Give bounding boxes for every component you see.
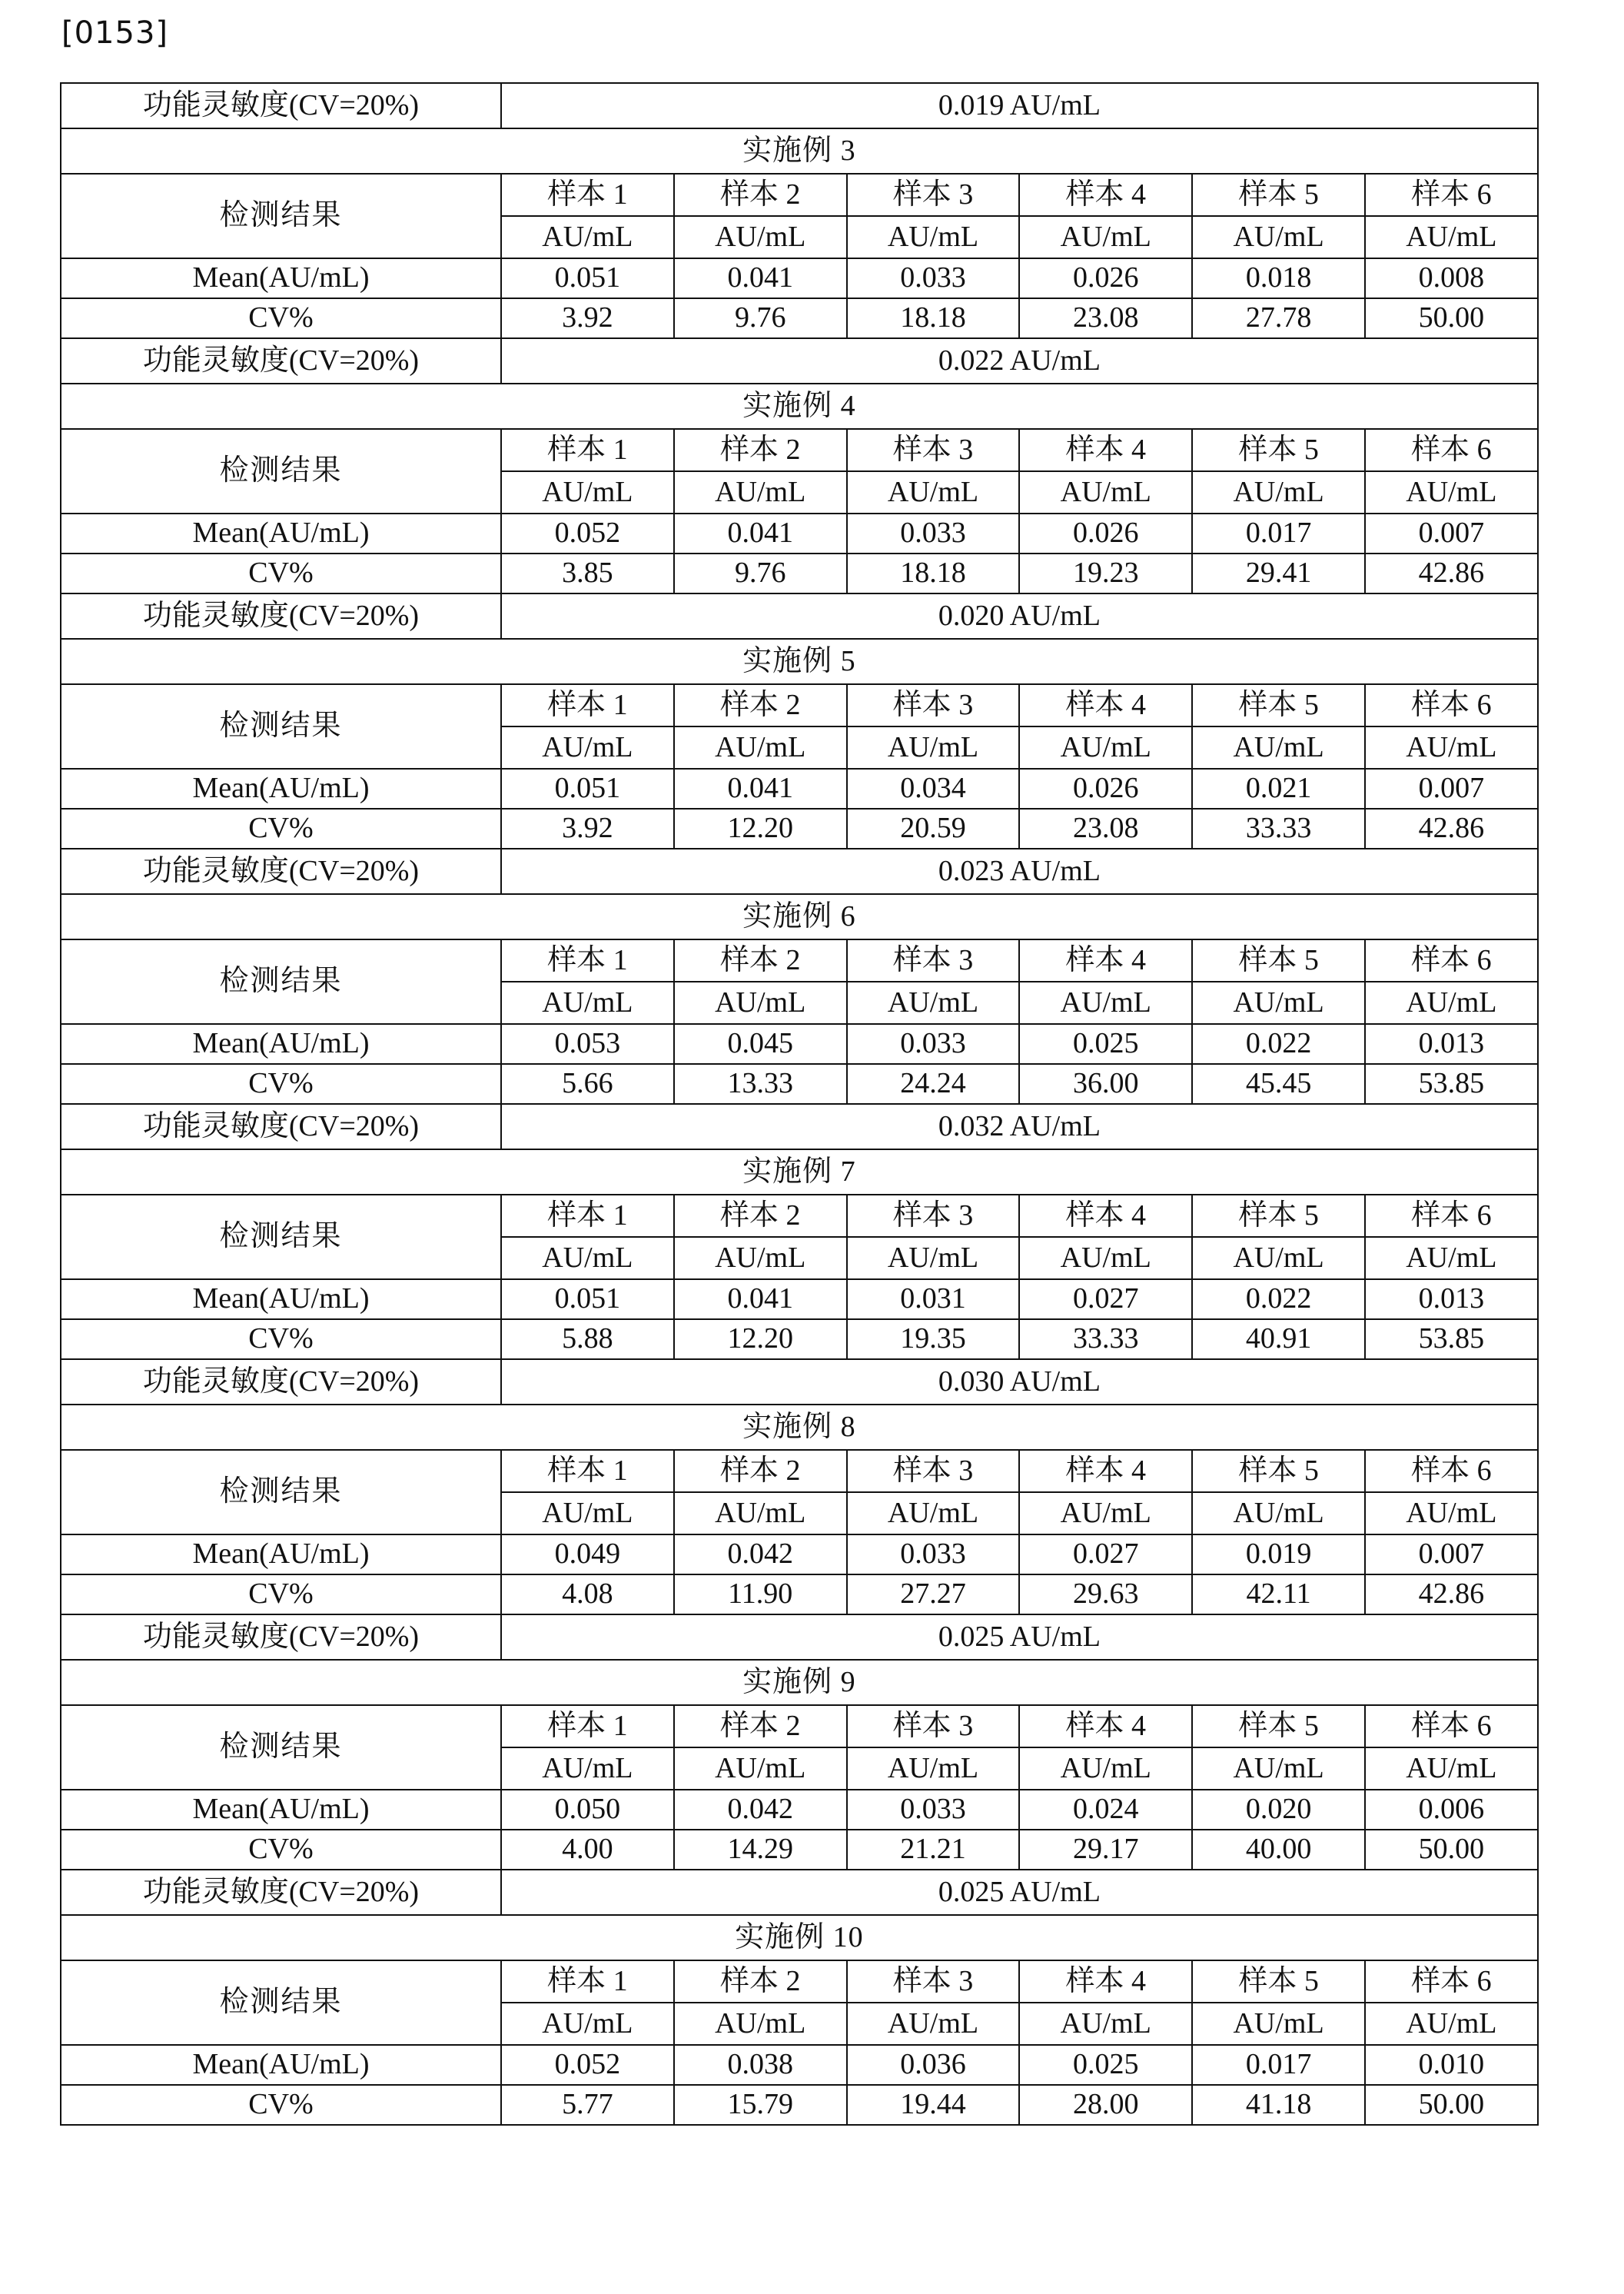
mean-value-cell: 0.013 bbox=[1365, 1024, 1538, 1064]
unit-cell: AU/mL bbox=[674, 1237, 847, 1279]
sample-name-cell: 样本 2 bbox=[674, 1450, 847, 1492]
cv-value-cell: 53.85 bbox=[1365, 1319, 1538, 1359]
cv-value-cell: 19.23 bbox=[1019, 554, 1192, 593]
sample-name-cell: 样本 2 bbox=[674, 1960, 847, 2003]
cv-value-cell: 18.18 bbox=[847, 554, 1020, 593]
unit-cell: AU/mL bbox=[501, 726, 674, 769]
unit-cell: AU/mL bbox=[674, 1747, 847, 1790]
cv-row bbox=[61, 298, 1538, 338]
cv-value-cell: 29.41 bbox=[1192, 554, 1365, 593]
cv-value-cell: 42.86 bbox=[1365, 554, 1538, 593]
mean-value-cell: 0.025 bbox=[1019, 1024, 1192, 1064]
cv-row bbox=[61, 1574, 1538, 1614]
mean-label: Mean(AU/mL) bbox=[61, 1279, 501, 1319]
unit-cell: AU/mL bbox=[501, 1492, 674, 1534]
cv-value-cell: 27.27 bbox=[847, 1574, 1020, 1614]
sample-name-cell: 样本 3 bbox=[847, 1960, 1020, 2003]
top-sensitivity-row bbox=[61, 83, 1538, 128]
mean-label: Mean(AU/mL) bbox=[61, 1790, 501, 1830]
sensitivity-label: 功能灵敏度(CV=20%) bbox=[61, 593, 501, 639]
mean-value-cell: 0.031 bbox=[847, 1279, 1020, 1319]
mean-value-cell: 0.021 bbox=[1192, 769, 1365, 809]
sensitivity-label: 功能灵敏度(CV=20%) bbox=[61, 83, 501, 128]
example-header-row bbox=[61, 894, 1538, 939]
unit-cell: AU/mL bbox=[1192, 1492, 1365, 1534]
sample-name-cell: 样本 2 bbox=[674, 1705, 847, 1747]
sample-name-cell: 样本 4 bbox=[1019, 429, 1192, 471]
sample-name-cell: 样本 6 bbox=[1365, 429, 1538, 471]
mean-value-cell: 0.051 bbox=[501, 258, 674, 298]
sensitivity-value: 0.022 AU/mL bbox=[501, 338, 1538, 384]
mean-value-cell: 0.051 bbox=[501, 1279, 674, 1319]
sample-name-cell: 样本 3 bbox=[847, 429, 1020, 471]
detect-result-label: 检测结果 bbox=[61, 1960, 501, 2045]
mean-value-cell: 0.022 bbox=[1192, 1279, 1365, 1319]
sensitivity-row bbox=[61, 593, 1538, 639]
cv-row bbox=[61, 809, 1538, 849]
cv-label: CV% bbox=[61, 1574, 501, 1614]
cv-value-cell: 12.20 bbox=[674, 809, 847, 849]
sample-name-cell: 样本 2 bbox=[674, 429, 847, 471]
cv-value-cell: 9.76 bbox=[674, 554, 847, 593]
sample-name-cell: 样本 1 bbox=[501, 684, 674, 726]
sample-name-cell: 样本 5 bbox=[1192, 939, 1365, 982]
mean-value-cell: 0.027 bbox=[1019, 1279, 1192, 1319]
cv-value-cell: 14.29 bbox=[674, 1830, 847, 1870]
cv-value-cell: 19.44 bbox=[847, 2085, 1020, 2125]
sample-name-cell: 样本 6 bbox=[1365, 1960, 1538, 2003]
unit-cell: AU/mL bbox=[847, 726, 1020, 769]
mean-value-cell: 0.025 bbox=[1019, 2045, 1192, 2085]
sample-names-row bbox=[61, 174, 1538, 216]
sample-name-cell: 样本 1 bbox=[501, 1450, 674, 1492]
sample-name-cell: 样本 5 bbox=[1192, 1195, 1365, 1237]
cv-value-cell: 12.20 bbox=[674, 1319, 847, 1359]
sensitivity-row bbox=[61, 338, 1538, 384]
cv-value-cell: 36.00 bbox=[1019, 1064, 1192, 1104]
sample-name-cell: 样本 5 bbox=[1192, 174, 1365, 216]
sample-name-cell: 样本 1 bbox=[501, 174, 674, 216]
unit-cell: AU/mL bbox=[501, 471, 674, 514]
cv-row bbox=[61, 1319, 1538, 1359]
mean-value-cell: 0.007 bbox=[1365, 769, 1538, 809]
mean-value-cell: 0.033 bbox=[847, 514, 1020, 554]
mean-value-cell: 0.013 bbox=[1365, 1279, 1538, 1319]
sample-name-cell: 样本 5 bbox=[1192, 429, 1365, 471]
cv-value-cell: 24.24 bbox=[847, 1064, 1020, 1104]
sensitivity-row bbox=[61, 1104, 1538, 1149]
unit-cell: AU/mL bbox=[501, 982, 674, 1024]
mean-value-cell: 0.033 bbox=[847, 1790, 1020, 1830]
example-header-row bbox=[61, 384, 1538, 429]
sample-name-cell: 样本 3 bbox=[847, 1195, 1020, 1237]
sensitivity-value: 0.025 AU/mL bbox=[501, 1870, 1538, 1915]
sample-name-cell: 样本 4 bbox=[1019, 1195, 1192, 1237]
example-title: 实施例 8 bbox=[61, 1405, 1538, 1450]
unit-cell: AU/mL bbox=[1019, 982, 1192, 1024]
unit-cell: AU/mL bbox=[1365, 471, 1538, 514]
sample-name-cell: 样本 2 bbox=[674, 939, 847, 982]
mean-value-cell: 0.041 bbox=[674, 769, 847, 809]
mean-row bbox=[61, 1534, 1538, 1574]
sensitivity-value: 0.032 AU/mL bbox=[501, 1104, 1538, 1149]
unit-cell: AU/mL bbox=[1365, 982, 1538, 1024]
sample-name-cell: 样本 2 bbox=[674, 1195, 847, 1237]
sample-name-cell: 样本 2 bbox=[674, 174, 847, 216]
mean-value-cell: 0.036 bbox=[847, 2045, 1020, 2085]
results-table bbox=[60, 82, 1539, 2126]
mean-value-cell: 0.019 bbox=[1192, 1534, 1365, 1574]
sample-name-cell: 样本 1 bbox=[501, 1960, 674, 2003]
unit-cell: AU/mL bbox=[1365, 216, 1538, 258]
cv-row bbox=[61, 554, 1538, 593]
cv-value-cell: 53.85 bbox=[1365, 1064, 1538, 1104]
unit-cell: AU/mL bbox=[1365, 1747, 1538, 1790]
mean-value-cell: 0.041 bbox=[674, 1279, 847, 1319]
unit-cell: AU/mL bbox=[1192, 982, 1365, 1024]
cv-row bbox=[61, 1064, 1538, 1104]
unit-cell: AU/mL bbox=[1019, 471, 1192, 514]
unit-cell: AU/mL bbox=[1192, 1237, 1365, 1279]
unit-cell: AU/mL bbox=[847, 471, 1020, 514]
unit-cell: AU/mL bbox=[674, 1492, 847, 1534]
sample-name-cell: 样本 1 bbox=[501, 1195, 674, 1237]
sensitivity-row bbox=[61, 849, 1538, 894]
unit-cell: AU/mL bbox=[1019, 1747, 1192, 1790]
cv-value-cell: 20.59 bbox=[847, 809, 1020, 849]
cv-value-cell: 5.66 bbox=[501, 1064, 674, 1104]
sensitivity-value: 0.020 AU/mL bbox=[501, 593, 1538, 639]
cv-value-cell: 21.21 bbox=[847, 1830, 1020, 1870]
cv-row bbox=[61, 2085, 1538, 2125]
unit-cell: AU/mL bbox=[674, 726, 847, 769]
unit-cell: AU/mL bbox=[1019, 1492, 1192, 1534]
sample-name-cell: 样本 3 bbox=[847, 684, 1020, 726]
cv-value-cell: 3.92 bbox=[501, 809, 674, 849]
detect-result-label: 检测结果 bbox=[61, 1705, 501, 1790]
unit-cell: AU/mL bbox=[1365, 1492, 1538, 1534]
sensitivity-row bbox=[61, 1870, 1538, 1915]
cv-value-cell: 50.00 bbox=[1365, 298, 1538, 338]
cv-label: CV% bbox=[61, 809, 501, 849]
mean-value-cell: 0.041 bbox=[674, 258, 847, 298]
unit-cell: AU/mL bbox=[1019, 2003, 1192, 2045]
sample-name-cell: 样本 6 bbox=[1365, 1195, 1538, 1237]
example-header-row bbox=[61, 1660, 1538, 1705]
sensitivity-label: 功能灵敏度(CV=20%) bbox=[61, 1614, 501, 1660]
mean-label: Mean(AU/mL) bbox=[61, 2045, 501, 2085]
unit-cell: AU/mL bbox=[501, 216, 674, 258]
mean-value-cell: 0.042 bbox=[674, 1790, 847, 1830]
sample-name-cell: 样本 1 bbox=[501, 1705, 674, 1747]
cv-value-cell: 13.33 bbox=[674, 1064, 847, 1104]
cv-value-cell: 23.08 bbox=[1019, 298, 1192, 338]
detect-result-label: 检测结果 bbox=[61, 684, 501, 769]
unit-cell: AU/mL bbox=[1192, 1747, 1365, 1790]
sensitivity-value: 0.030 AU/mL bbox=[501, 1359, 1538, 1405]
mean-value-cell: 0.026 bbox=[1019, 769, 1192, 809]
mean-label: Mean(AU/mL) bbox=[61, 769, 501, 809]
example-header-row bbox=[61, 1915, 1538, 1960]
sensitivity-label: 功能灵敏度(CV=20%) bbox=[61, 1104, 501, 1149]
cv-value-cell: 42.11 bbox=[1192, 1574, 1365, 1614]
cv-value-cell: 28.00 bbox=[1019, 2085, 1192, 2125]
sensitivity-row bbox=[61, 1614, 1538, 1660]
example-title: 实施例 7 bbox=[61, 1149, 1538, 1195]
results-table-body bbox=[61, 83, 1538, 2125]
unit-cell: AU/mL bbox=[847, 2003, 1020, 2045]
sample-names-row bbox=[61, 1450, 1538, 1492]
cv-value-cell: 45.45 bbox=[1192, 1064, 1365, 1104]
unit-cell: AU/mL bbox=[847, 216, 1020, 258]
detect-result-label: 检测结果 bbox=[61, 174, 501, 258]
example-header-row bbox=[61, 1149, 1538, 1195]
cv-value-cell: 4.08 bbox=[501, 1574, 674, 1614]
sample-names-row bbox=[61, 939, 1538, 982]
sample-name-cell: 样本 6 bbox=[1365, 939, 1538, 982]
cv-value-cell: 33.33 bbox=[1192, 809, 1365, 849]
cv-value-cell: 11.90 bbox=[674, 1574, 847, 1614]
sample-names-row bbox=[61, 429, 1538, 471]
example-header-row bbox=[61, 1405, 1538, 1450]
cv-value-cell: 40.00 bbox=[1192, 1830, 1365, 1870]
unit-cell: AU/mL bbox=[501, 1237, 674, 1279]
unit-cell: AU/mL bbox=[1365, 2003, 1538, 2045]
cv-value-cell: 33.33 bbox=[1019, 1319, 1192, 1359]
example-title: 实施例 9 bbox=[61, 1660, 1538, 1705]
unit-cell: AU/mL bbox=[1019, 726, 1192, 769]
mean-value-cell: 0.053 bbox=[501, 1024, 674, 1064]
sample-name-cell: 样本 1 bbox=[501, 429, 674, 471]
sensitivity-label: 功能灵敏度(CV=20%) bbox=[61, 338, 501, 384]
sample-name-cell: 样本 5 bbox=[1192, 1960, 1365, 2003]
sample-name-cell: 样本 3 bbox=[847, 1705, 1020, 1747]
unit-cell: AU/mL bbox=[847, 1747, 1020, 1790]
sample-names-row bbox=[61, 1960, 1538, 2003]
cv-value-cell: 42.86 bbox=[1365, 1574, 1538, 1614]
cv-value-cell: 29.17 bbox=[1019, 1830, 1192, 1870]
mean-value-cell: 0.041 bbox=[674, 514, 847, 554]
cv-label: CV% bbox=[61, 298, 501, 338]
sample-name-cell: 样本 4 bbox=[1019, 684, 1192, 726]
sample-name-cell: 样本 3 bbox=[847, 939, 1020, 982]
mean-label: Mean(AU/mL) bbox=[61, 258, 501, 298]
sensitivity-label: 功能灵敏度(CV=20%) bbox=[61, 849, 501, 894]
mean-value-cell: 0.027 bbox=[1019, 1534, 1192, 1574]
cv-value-cell: 19.35 bbox=[847, 1319, 1020, 1359]
example-header-row bbox=[61, 639, 1538, 684]
sample-name-cell: 样本 3 bbox=[847, 174, 1020, 216]
unit-cell: AU/mL bbox=[847, 1237, 1020, 1279]
mean-label: Mean(AU/mL) bbox=[61, 1024, 501, 1064]
mean-label: Mean(AU/mL) bbox=[61, 514, 501, 554]
unit-cell: AU/mL bbox=[674, 2003, 847, 2045]
unit-cell: AU/mL bbox=[1192, 471, 1365, 514]
mean-label: Mean(AU/mL) bbox=[61, 1534, 501, 1574]
mean-value-cell: 0.052 bbox=[501, 514, 674, 554]
cv-label: CV% bbox=[61, 1319, 501, 1359]
example-header-row bbox=[61, 128, 1538, 174]
detect-result-label: 检测结果 bbox=[61, 429, 501, 514]
mean-value-cell: 0.049 bbox=[501, 1534, 674, 1574]
cv-label: CV% bbox=[61, 2085, 501, 2125]
cv-value-cell: 50.00 bbox=[1365, 1830, 1538, 1870]
cv-value-cell: 3.85 bbox=[501, 554, 674, 593]
sample-names-row bbox=[61, 1705, 1538, 1747]
mean-row bbox=[61, 1279, 1538, 1319]
mean-value-cell: 0.051 bbox=[501, 769, 674, 809]
unit-cell: AU/mL bbox=[1365, 726, 1538, 769]
unit-cell: AU/mL bbox=[1019, 216, 1192, 258]
detect-result-label: 检测结果 bbox=[61, 939, 501, 1024]
sensitivity-value: 0.023 AU/mL bbox=[501, 849, 1538, 894]
unit-cell: AU/mL bbox=[1365, 1237, 1538, 1279]
sample-name-cell: 样本 6 bbox=[1365, 174, 1538, 216]
mean-value-cell: 0.042 bbox=[674, 1534, 847, 1574]
sample-name-cell: 样本 6 bbox=[1365, 1705, 1538, 1747]
mean-value-cell: 0.033 bbox=[847, 1534, 1020, 1574]
mean-value-cell: 0.024 bbox=[1019, 1790, 1192, 1830]
unit-cell: AU/mL bbox=[674, 471, 847, 514]
unit-cell: AU/mL bbox=[847, 1492, 1020, 1534]
unit-cell: AU/mL bbox=[674, 216, 847, 258]
unit-cell: AU/mL bbox=[1019, 1237, 1192, 1279]
mean-row bbox=[61, 258, 1538, 298]
cv-value-cell: 18.18 bbox=[847, 298, 1020, 338]
cv-value-cell: 23.08 bbox=[1019, 809, 1192, 849]
cv-value-cell: 4.00 bbox=[501, 1830, 674, 1870]
mean-value-cell: 0.018 bbox=[1192, 258, 1365, 298]
example-title: 实施例 10 bbox=[61, 1915, 1538, 1960]
mean-row bbox=[61, 1024, 1538, 1064]
sample-name-cell: 样本 4 bbox=[1019, 939, 1192, 982]
example-title: 实施例 4 bbox=[61, 384, 1538, 429]
unit-cell: AU/mL bbox=[1192, 2003, 1365, 2045]
unit-cell: AU/mL bbox=[1192, 726, 1365, 769]
cv-value-cell: 42.86 bbox=[1365, 809, 1538, 849]
cv-value-cell: 27.78 bbox=[1192, 298, 1365, 338]
cv-value-cell: 9.76 bbox=[674, 298, 847, 338]
sample-name-cell: 样本 4 bbox=[1019, 1705, 1192, 1747]
sensitivity-value: 0.025 AU/mL bbox=[501, 1614, 1538, 1660]
sample-name-cell: 样本 5 bbox=[1192, 1705, 1365, 1747]
cv-value-cell: 5.88 bbox=[501, 1319, 674, 1359]
sample-name-cell: 样本 6 bbox=[1365, 684, 1538, 726]
mean-value-cell: 0.038 bbox=[674, 2045, 847, 2085]
detect-result-label: 检测结果 bbox=[61, 1195, 501, 1279]
cv-label: CV% bbox=[61, 1064, 501, 1104]
mean-row bbox=[61, 514, 1538, 554]
unit-cell: AU/mL bbox=[674, 982, 847, 1024]
cv-value-cell: 40.91 bbox=[1192, 1319, 1365, 1359]
detect-result-label: 检测结果 bbox=[61, 1450, 501, 1534]
paragraph-number: [0153] bbox=[61, 15, 169, 51]
mean-value-cell: 0.026 bbox=[1019, 514, 1192, 554]
sample-name-cell: 样本 4 bbox=[1019, 1450, 1192, 1492]
sample-name-cell: 样本 4 bbox=[1019, 174, 1192, 216]
mean-value-cell: 0.034 bbox=[847, 769, 1020, 809]
mean-row bbox=[61, 769, 1538, 809]
mean-value-cell: 0.045 bbox=[674, 1024, 847, 1064]
sample-name-cell: 样本 4 bbox=[1019, 1960, 1192, 2003]
sample-name-cell: 样本 6 bbox=[1365, 1450, 1538, 1492]
cv-value-cell: 15.79 bbox=[674, 2085, 847, 2125]
cv-value-cell: 50.00 bbox=[1365, 2085, 1538, 2125]
mean-value-cell: 0.033 bbox=[847, 258, 1020, 298]
sample-name-cell: 样本 5 bbox=[1192, 684, 1365, 726]
example-title: 实施例 5 bbox=[61, 639, 1538, 684]
example-title: 实施例 6 bbox=[61, 894, 1538, 939]
cv-row bbox=[61, 1830, 1538, 1870]
unit-cell: AU/mL bbox=[1192, 216, 1365, 258]
sample-names-row bbox=[61, 1195, 1538, 1237]
sensitivity-row bbox=[61, 1359, 1538, 1405]
sample-name-cell: 样本 5 bbox=[1192, 1450, 1365, 1492]
mean-value-cell: 0.022 bbox=[1192, 1024, 1365, 1064]
mean-value-cell: 0.017 bbox=[1192, 514, 1365, 554]
cv-label: CV% bbox=[61, 554, 501, 593]
unit-cell: AU/mL bbox=[847, 982, 1020, 1024]
mean-value-cell: 0.033 bbox=[847, 1024, 1020, 1064]
sensitivity-value: 0.019 AU/mL bbox=[501, 83, 1538, 128]
sample-name-cell: 样本 2 bbox=[674, 684, 847, 726]
unit-cell: AU/mL bbox=[501, 2003, 674, 2045]
cv-value-cell: 29.63 bbox=[1019, 1574, 1192, 1614]
sample-names-row bbox=[61, 684, 1538, 726]
mean-value-cell: 0.026 bbox=[1019, 258, 1192, 298]
mean-value-cell: 0.017 bbox=[1192, 2045, 1365, 2085]
mean-value-cell: 0.008 bbox=[1365, 258, 1538, 298]
sensitivity-label: 功能灵敏度(CV=20%) bbox=[61, 1359, 501, 1405]
cv-value-cell: 3.92 bbox=[501, 298, 674, 338]
mean-row bbox=[61, 2045, 1538, 2085]
cv-value-cell: 5.77 bbox=[501, 2085, 674, 2125]
cv-label: CV% bbox=[61, 1830, 501, 1870]
mean-value-cell: 0.006 bbox=[1365, 1790, 1538, 1830]
mean-value-cell: 0.010 bbox=[1365, 2045, 1538, 2085]
mean-value-cell: 0.052 bbox=[501, 2045, 674, 2085]
unit-cell: AU/mL bbox=[501, 1747, 674, 1790]
mean-row bbox=[61, 1790, 1538, 1830]
sample-name-cell: 样本 1 bbox=[501, 939, 674, 982]
mean-value-cell: 0.050 bbox=[501, 1790, 674, 1830]
mean-value-cell: 0.007 bbox=[1365, 514, 1538, 554]
sensitivity-label: 功能灵敏度(CV=20%) bbox=[61, 1870, 501, 1915]
sample-name-cell: 样本 3 bbox=[847, 1450, 1020, 1492]
cv-value-cell: 41.18 bbox=[1192, 2085, 1365, 2125]
mean-value-cell: 0.020 bbox=[1192, 1790, 1365, 1830]
mean-value-cell: 0.007 bbox=[1365, 1534, 1538, 1574]
example-title: 实施例 3 bbox=[61, 128, 1538, 174]
